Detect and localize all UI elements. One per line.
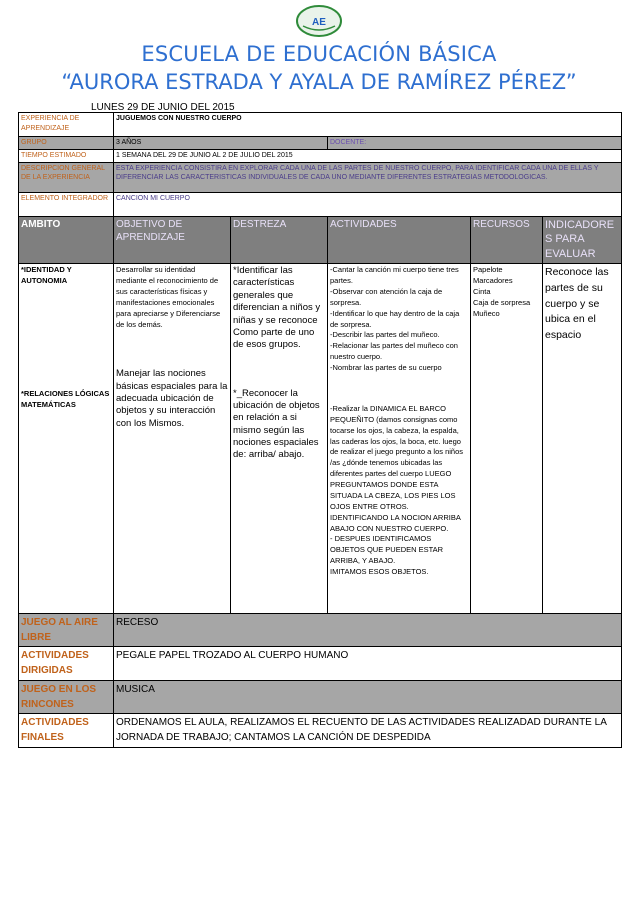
actividad-1-3: -Describir las partes del muñeco. — [330, 330, 440, 340]
actividades-finales-label: ACTIVIDADES FINALES — [19, 714, 114, 748]
actividad-1-2: -Identificar lo que hay dentro de la caja de sorpresa. — [330, 308, 460, 329]
experiencia-label: EXPERIENCIA DE APRENDIZAJE — [19, 113, 114, 137]
row-juego-aire-libre — [19, 614, 622, 647]
actividad-1-1: -Observar con atención la caja de sorpresa. — [330, 286, 443, 307]
content-row — [19, 264, 622, 614]
elemento-value: CANCION MI CUERPO — [114, 192, 622, 216]
row-experiencia — [19, 113, 622, 137]
row-actividades-dirigidas — [19, 647, 622, 681]
row-elemento — [19, 192, 622, 216]
tiempo-value: 1 SEMANA DEL 29 DE JUNIO AL 2 DE JULIO DEL 2015 — [114, 149, 622, 162]
grupo-label: GRUPO — [19, 137, 114, 150]
school-title-line2: “AURORA ESTRADA Y AYALA DE RAMÍREZ PÉREZ” — [61, 70, 577, 94]
recurso-0: Papelote — [473, 265, 503, 275]
experiencia-value: JUGUEMOS CON NUESTRO CUERPO — [114, 113, 622, 137]
destreza-2: *_Reconocer la ubicación de objetos en relación a si mismo según las nociones espaciales de: arriba/ abajo. — [233, 387, 320, 461]
row-descripcion — [19, 162, 622, 192]
row-tiempo — [19, 149, 622, 162]
descripcion-value: ESTA EXPERIENCIA CONSISTIRA EN EXPLORAR CADA UNA DE LAS PARTES DE NUESTRO CUERPO, PARA IDENTIFICAR CADA UNA DE ELLAS Y DIFERENCIAR LAS CARACTERISTICAS INDIVIDUALES DE CADA UNO MEDIANTE DIFERENTES ESTRATEGIAS METODOLOGICAS. — [114, 162, 622, 192]
indicador: Reconoce las partes de su cuerpo y se ubica en el espacio — [545, 266, 609, 342]
juego-rincones-label: JUEGO EN LOS RINCONES — [19, 681, 114, 714]
actividad-1-0: -Cantar la canción mi cuerpo tiene tres partes. — [330, 265, 459, 285]
actividad-1-4: -Relacionar las partes del muñeco con nuestro cuerpo. — [330, 341, 458, 362]
descripcion-label: DESCRIPCION GENERAL DE LA EXPERIENCIA — [19, 162, 114, 192]
col-recursos: RECURSOS — [471, 216, 543, 264]
grupo-value: 3 AÑOS — [114, 137, 328, 150]
school-crest-icon — [293, 4, 345, 38]
column-header-row — [19, 216, 622, 264]
school-title-line1: ESCUELA DE EDUCACIÓN BÁSICA — [141, 42, 497, 66]
actividad-2-2: - DESPUES IDENTIFICAMOS OBJETOS QUE PUEDEN ESTAR ARRIBA, Y ABAJO. — [330, 534, 444, 566]
recurso-4: Muñeco — [473, 308, 500, 318]
actividad-2-3: IMITAMOS ESOS OBJETOS. — [330, 567, 429, 576]
actividades-dirigidas-value: PEGALE PAPEL TROZADO AL CUERPO HUMANO — [114, 647, 622, 681]
destreza-1: *Identificar las características generales que diferencian a niños y niñas y se reconoce Como parte de uno de esos grupos. — [233, 265, 321, 351]
col-ambito: AMBITO — [19, 216, 114, 264]
juego-aire-libre-label: JUEGO AL AIRE LIBRE — [19, 614, 114, 647]
ambito-1: *IDENTIDAD Y AUTONOMIA — [21, 265, 72, 285]
actividad-1-5: -Nombrar las partes de su cuerpo — [330, 363, 442, 372]
ambito-2: *RELACIONES LÓGICAS MATEMÁTICAS — [21, 388, 110, 409]
juego-aire-libre-value: RECESO — [114, 614, 622, 647]
juego-rincones-value: MUSICA — [114, 681, 622, 714]
actividad-2-1: IDENTIFICANDO LA NOCION ARRIBA ABAJO CON NUESTRO CUERPO. — [330, 512, 461, 533]
row-actividades-finales — [19, 714, 622, 748]
recurso-3: Caja de sorpresa — [473, 297, 531, 307]
col-objetivo: OBJETIVO DE APRENDIZAJE — [114, 216, 231, 264]
recurso-2: Cinta — [473, 286, 491, 296]
lesson-plan-table — [18, 112, 622, 748]
elemento-label: ELEMENTO INTEGRADOR — [19, 192, 114, 216]
row-grupo — [19, 137, 622, 150]
objetivo-2: Manejar las nociones básicas espaciales para la adecuada ubicación de objetos y su interacción con los Mismos. — [116, 368, 228, 429]
actividad-2-0: -Realizar la DINAMICA EL BARCO PEQUEÑITO (damos consignas como tocarse los ojos, la cabeza, la espalda, las caderas los ojos, la boca, etc. luego de realizar el juego pregunto a los niños /as ¿dónde tenemos ubicadas las diferentes partes del cuerpo LUEGO PREGUNTAMOS DONDE ESTA SITUADA LA CBEZA, LOS PIES LOS OJOS ENTRE OTROS. — [330, 403, 464, 511]
col-actividades: ACTIVIDADES — [328, 216, 471, 264]
plan-date: LUNES 29 DE JUNIO DEL 2015 — [91, 102, 235, 113]
docente-label: DOCENTE: — [328, 137, 622, 150]
col-indicadores: INDICADORES PARA EVALUAR — [543, 216, 622, 264]
tiempo-label: TIEMPO ESTIMADO — [19, 149, 114, 162]
actividades-dirigidas-label: ACTIVIDADES DIRIGIDAS — [19, 647, 114, 681]
actividades-finales-value: ORDENAMOS EL AULA, REALIZAMOS EL RECUENTO DE LAS ACTIVIDADES REALIZADAD DURANTE LA JORNADA DE TRABAJO; CANTAMOS LA CANCIÓN DE DESPEDIDA — [114, 714, 622, 748]
row-juego-rincones — [19, 681, 622, 714]
recurso-1: Marcadores — [473, 276, 513, 285]
logo-text: AE — [312, 17, 326, 28]
objetivo-1: Desarrollar su identidad mediante el reconocimiento de sus características físicas y manifestaciones emocionales para apreciarse y Diferenciarse de los demás. — [116, 265, 221, 329]
col-destreza: DESTREZA — [231, 216, 328, 264]
